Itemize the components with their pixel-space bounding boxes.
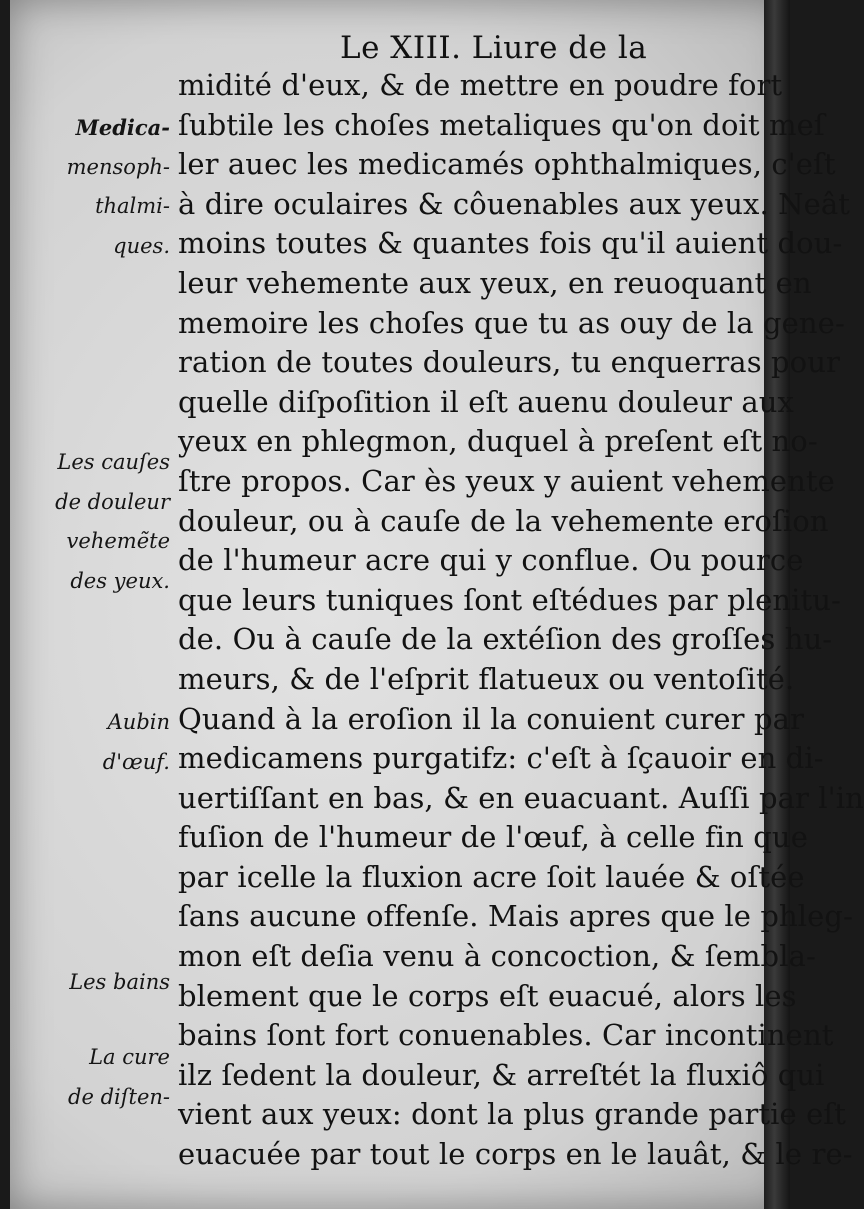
text-line: ſtre propos. Car ès yeux y auient vehemente — [178, 463, 835, 498]
text-line: midité d'eux, & de mettre en poudre fort — [178, 68, 783, 102]
text-line: ſubtile les choſes metaliques qu'on doit meſ — [178, 107, 825, 142]
text-line: de l'humeur acre qui y conflue. Ou pource — [178, 543, 804, 578]
margin-line: Les cauſes — [57, 450, 170, 474]
marginal-note-baths — [40, 963, 170, 1003]
text-line: Quand à la eroſion il la conuient curer par — [178, 701, 804, 736]
text-line: yeux en phlegmon, duquel à preſent eſt no- — [178, 424, 818, 459]
text-line: memoire les choſes que tu as ouy de la gene- — [178, 305, 845, 340]
margin-line: vehemẽte — [66, 529, 170, 554]
text-line: medicamens purgatifz: c'eſt à ſçauoir en di- — [178, 741, 824, 776]
text-line: fuſion de l'humeur de l'œuf, à celle fin que — [178, 820, 808, 855]
margin-line: des yeux. — [70, 568, 170, 593]
text-line: que leurs tuniques ſont eſtédues par plenitu- — [178, 582, 841, 617]
text-line: ilz ſedent la douleur, & arreſtét la fluxiô qui — [178, 1057, 825, 1092]
margin-line: Medica- — [75, 115, 170, 140]
book-page — [10, 0, 864, 1209]
text-line: bains ſont fort conuenables. Car incontinent — [178, 1018, 834, 1053]
margin-line: ques. — [113, 233, 170, 258]
running-header: Le XIII. Liure de la — [340, 30, 648, 66]
text-line: ler auec les medicamés ophthalmiques, c'eſt — [178, 147, 836, 182]
margin-line: La cure — [89, 1045, 170, 1069]
text-line: ſans aucune offenſe. Mais apres que le phleg- — [178, 899, 853, 934]
text-line: mon eſt deſia venu à concoction, & ſembla- — [178, 939, 816, 974]
text-line: moins toutes & quantes fois qu'il auient dou- — [178, 226, 843, 261]
text-line: quelle diſpoſition il eſt auenu douleur aux — [178, 384, 794, 419]
text-line: leur vehemente aux yeux, en reuoquant en — [178, 265, 812, 300]
text-line: ration de toutes douleurs, tu enquerras pour — [178, 345, 840, 380]
marginal-note-egg-white — [40, 703, 170, 782]
text-line: douleur, ou à cauſe de la vehemente eroſion — [178, 503, 829, 538]
marginal-note-cure — [40, 1038, 170, 1117]
margin-line: de douleur — [55, 489, 170, 514]
text-line: vient aux yeux: dont la plus grande partie eſt — [178, 1097, 846, 1132]
marginal-note-ophthalmic — [40, 108, 170, 266]
margin-line: thalmi- — [95, 194, 170, 219]
text-line: à dire oculaires & côuenables aux yeux. Neât — [178, 186, 851, 221]
text-line: euacuée par tout le corps en le lauât, & le re- — [178, 1137, 853, 1172]
margin-line: d'œuf. — [102, 749, 170, 774]
text-line: meurs, & de l'eſprit flatueux ou ventoſité. — [178, 661, 795, 696]
margin-line: mensoph- — [66, 154, 170, 179]
margin-line: Aubin — [107, 710, 170, 734]
text-line: par icelle la fluxion acre ſoit lauée & oſtée — [178, 859, 805, 894]
marginal-note-causes — [40, 443, 170, 601]
main-text-block — [178, 66, 864, 1175]
text-line: uertiſſant en bas, & en euacuant. Auſſi par l'in — [178, 780, 864, 815]
margin-line: Les bains — [69, 970, 170, 994]
text-line: de. Ou à cauſe de la extéſion des groſſes hu- — [178, 622, 833, 657]
text-line: blement que le corps eſt euacué, alors les — [178, 978, 797, 1013]
margin-line: de diſten- — [68, 1084, 170, 1109]
